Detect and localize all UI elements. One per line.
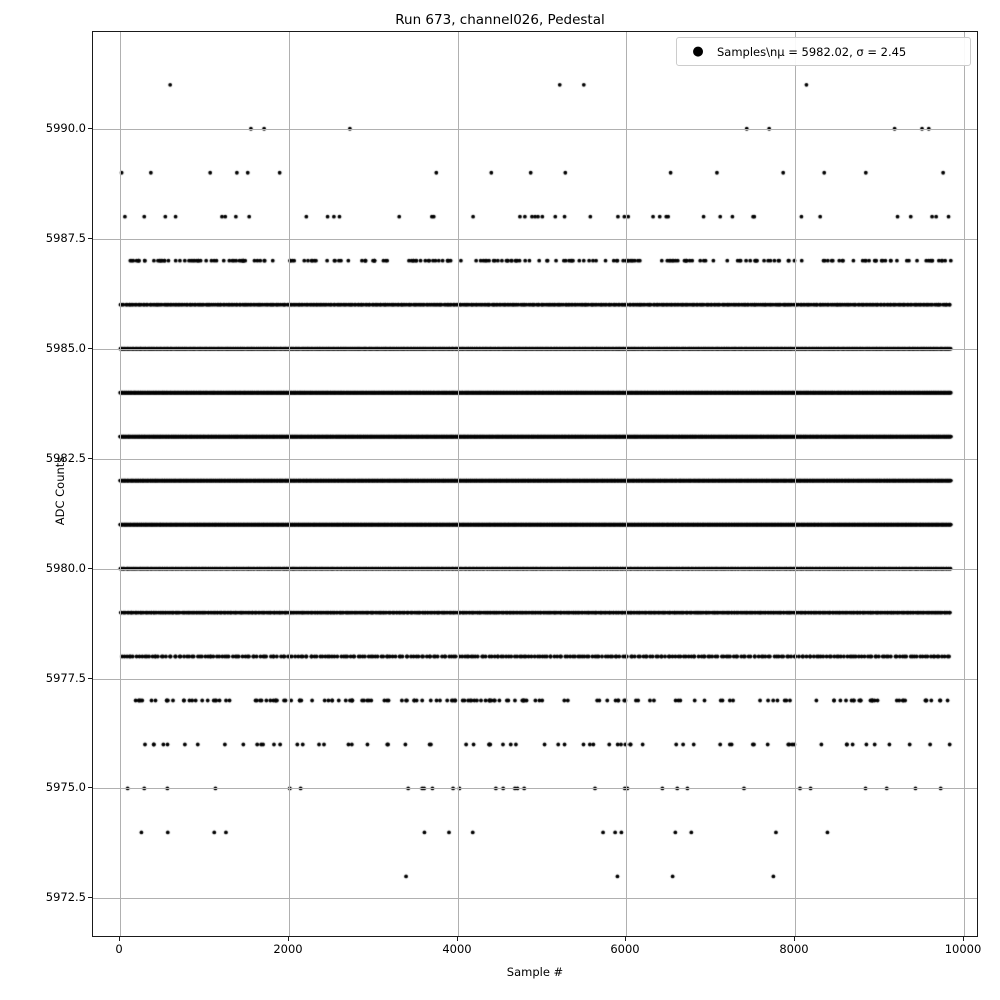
x-tickmark — [794, 937, 795, 941]
y-gridline — [93, 459, 977, 460]
x-tickmark — [963, 937, 964, 941]
x-tick-label: 8000 — [779, 942, 809, 956]
x-tick-label: 6000 — [610, 942, 640, 956]
y-tick-label: 5975.0 — [45, 780, 86, 794]
y-tickmark — [88, 568, 92, 569]
y-tickmark — [88, 458, 92, 459]
x-gridline — [120, 32, 121, 936]
x-tick-label: 0 — [115, 942, 123, 956]
y-tick-label: 5977.5 — [45, 671, 86, 685]
x-tickmark — [625, 937, 626, 941]
y-gridline — [93, 239, 977, 240]
y-tick-label: 5982.5 — [45, 451, 86, 465]
x-gridline — [795, 32, 796, 936]
x-tick-label: 4000 — [442, 942, 472, 956]
legend — [676, 37, 971, 66]
y-tickmark — [88, 787, 92, 788]
x-tick-label: 10000 — [944, 942, 982, 956]
y-gridline — [93, 788, 977, 789]
y-tick-label: 5985.0 — [45, 341, 86, 355]
y-tick-label: 5990.0 — [45, 121, 86, 135]
page-title: Run 673, channel026, Pedestal — [395, 12, 605, 28]
legend-marker-icon: ● — [692, 44, 704, 59]
y-tickmark — [88, 238, 92, 239]
legend-entry-label: Samples\nμ = 5982.02, σ = 2.45 — [717, 44, 907, 59]
y-gridline — [93, 679, 977, 680]
x-gridline — [458, 32, 459, 936]
x-gridline — [626, 32, 627, 936]
x-gridline — [964, 32, 965, 936]
y-tick-label: 5987.5 — [45, 231, 86, 245]
y-tickmark — [88, 128, 92, 129]
x-tick-label: 2000 — [273, 942, 303, 956]
y-axis-label: ADC Counts — [53, 456, 67, 526]
y-gridline — [93, 898, 977, 899]
x-axis-label: Sample # — [506, 965, 564, 979]
y-gridline — [93, 129, 977, 130]
y-tickmark — [88, 348, 92, 349]
y-gridline — [93, 349, 977, 350]
y-tickmark — [88, 678, 92, 679]
y-gridline — [93, 569, 977, 570]
y-tick-label: 5980.0 — [45, 561, 86, 575]
x-tickmark — [288, 937, 289, 941]
x-tickmark — [457, 937, 458, 941]
y-tickmark — [88, 897, 92, 898]
x-tickmark — [119, 937, 120, 941]
scatter-points-canvas — [93, 32, 978, 937]
y-tick-label: 5972.5 — [45, 890, 86, 904]
x-gridline — [289, 32, 290, 936]
plot-area — [92, 31, 978, 937]
